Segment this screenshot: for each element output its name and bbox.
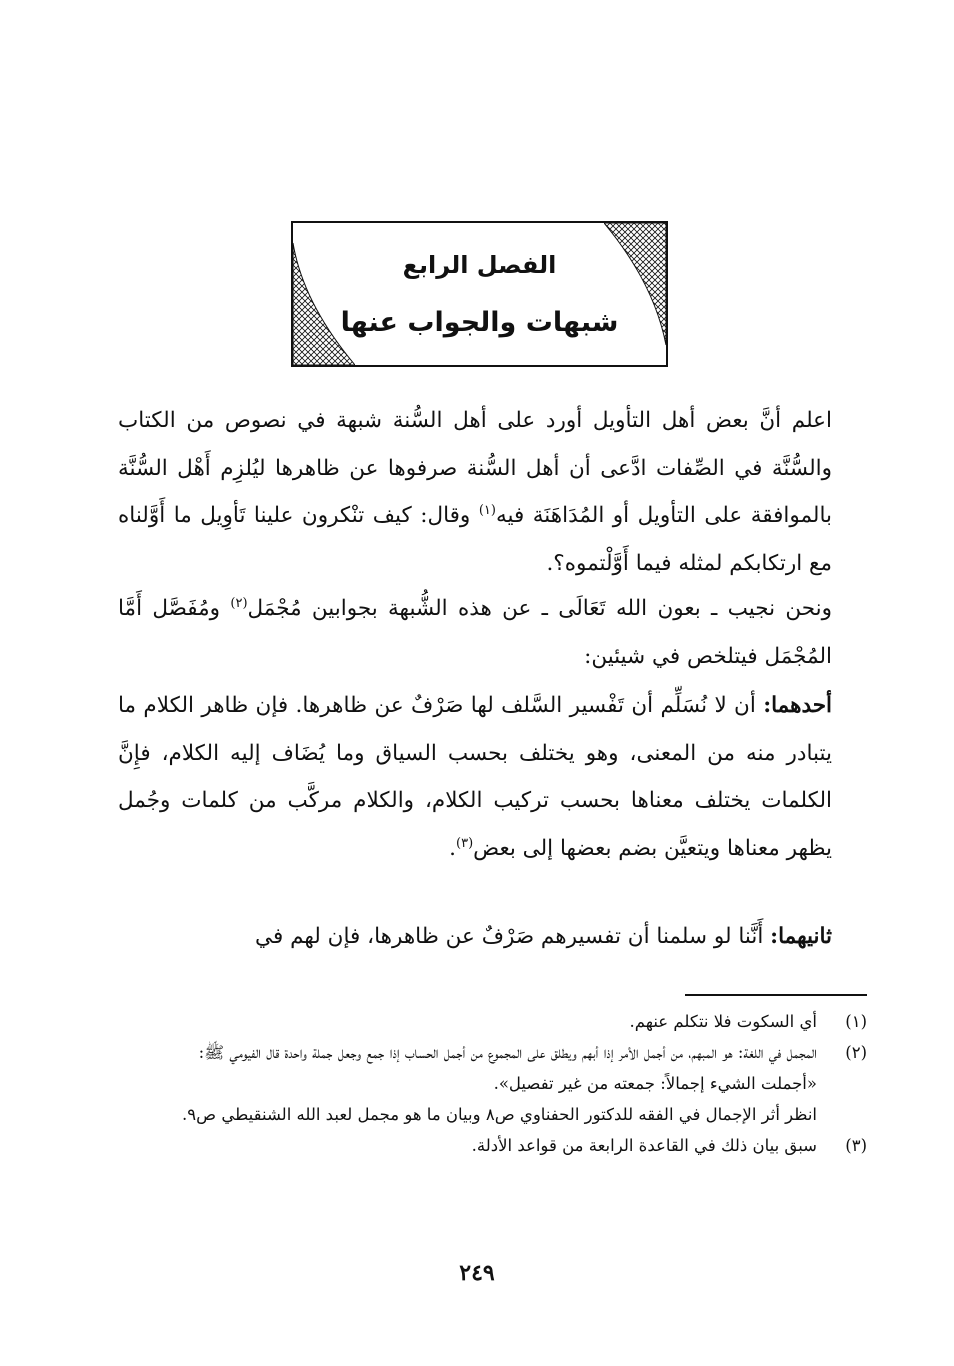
footnote-number: (٣) <box>845 1136 867 1155</box>
footnote-3 <box>110 1130 867 1161</box>
footnote-number: (١) <box>845 1012 867 1031</box>
paragraph-text: اعلم أنَّ بعض أهل التأويل أورد على أهل السُّنة شبهة في نصوص من الكتاب والسُّنَّة في الصِّفات ادَّعى أن أهل السُّنة صرفوها عن ظاهرها ليُلزِم أَهْل السُّنَّة بالموافقة على التأويل أو المُدَاهَنَة فيه <box>118 408 832 528</box>
chapter-heading-box <box>291 221 668 367</box>
paragraph-text: وقال: كيف تنْكرون علينا تَأوِيل ما أَوَّلناه مع ارتكابكم لمثله فيما أَوَّلْتموه؟. <box>118 503 832 576</box>
footnote-ref-3[interactable]: (٣) <box>456 835 474 851</box>
paragraph-text: ونحن نجيب ـ بعون الله تَعَالَى ـ عن هذه الشُّبهة بجوابين مُجْمَل <box>247 596 832 621</box>
paragraph-2 <box>118 585 900 680</box>
corner-ornament-right <box>604 223 666 365</box>
footnote-text: أي السكوت فلا نتكلم عنهم. <box>629 1012 817 1031</box>
footnotes <box>110 1006 867 1161</box>
footnote-text: سبق بيان ذلك في القاعدة الرابعة من قواعد الأدلة. <box>471 1136 817 1155</box>
footnote-reference: انظر أثر الإجمال في الفقه للدكتور الحفناوي ص٨ وبيان ما هو مجمل لعبد الله الشنقيطي ص٩. <box>182 1105 817 1124</box>
footnote-ref-2[interactable]: (٢) <box>230 595 248 611</box>
paragraph-label: ثانيهما: <box>770 924 832 949</box>
footnote-quote: «أجملت الشيء إجمالاً: جمعته من غير تفصيل». <box>493 1074 817 1093</box>
footnote-ref-1[interactable]: (١) <box>478 502 496 518</box>
footnote-number: (٢) <box>845 1043 867 1062</box>
footnote-2 <box>110 1037 867 1130</box>
paragraph-text: أن لا نُسَلِّم أن تَفْسير السَّلف لها صَرْفٌ عن ظاهرها. فإن ظاهر الكلام ما يتبادر منه من المعنى، وهو يختلف بحسب السياق وما يُضَاف إليه الكلام، فإِنَّ الكلمات يختلف معناها بحسب تركيب الكلام، والكلام مركَّب من كلمات وجُمل يظهر معناها ويتعيَّن بضم بعضها إلى بعض <box>118 693 832 861</box>
paragraph-4 <box>118 913 900 961</box>
paragraph-label: أحدهما: <box>763 693 832 718</box>
chapter-subtitle: شبهات والجواب عنها <box>340 307 619 338</box>
footnote-1 <box>110 1006 867 1037</box>
paragraph-3 <box>118 682 832 872</box>
paragraph-1 <box>118 397 900 587</box>
paragraph-text: أَنَّنا لو سلمنا أن تفسيرهم صَرْفٌ عن ظاهرها، فإن لهم في <box>255 924 771 949</box>
footnote-separator <box>685 994 867 996</box>
page-number: ٢٤٩ <box>459 1260 495 1286</box>
paragraph-text: ومُفَصَّل أَمَّا المُجْمَل فيتلخص في شيئين: <box>118 596 832 669</box>
chapter-title: الفصل الرابع <box>402 251 557 279</box>
corner-ornament-left <box>293 223 355 365</box>
footnote-text: المجمل في اللغة: هو المبهم، من أجمل الأمر إذا أبهم ويطلق على المجموع من أجمل الحساب إذا جمع وجعل جملة واحدة قال الفيومي ﷺ: <box>198 1043 817 1062</box>
paragraph-text: . <box>449 835 457 861</box>
